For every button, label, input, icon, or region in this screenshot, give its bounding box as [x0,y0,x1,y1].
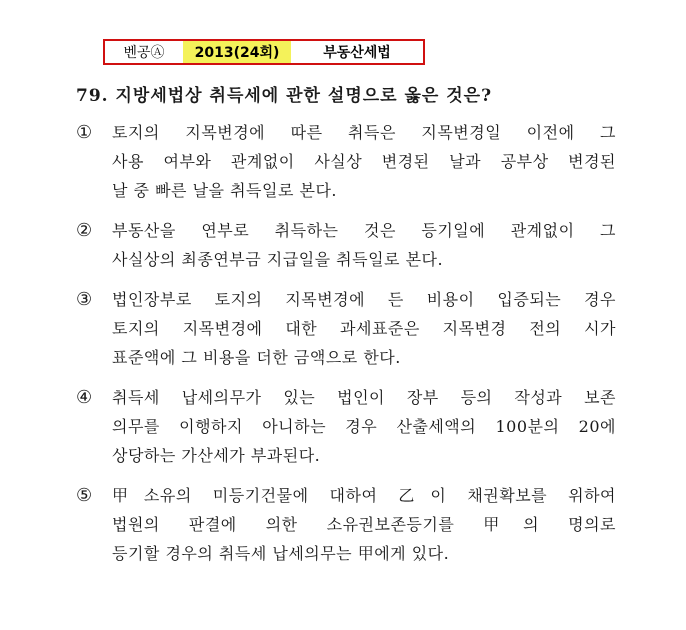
answer-option-4 [76,383,616,470]
answer-option-1 [76,118,616,205]
option-line: 날 중 빠른 날을 취득일로 본다. [112,181,337,200]
option-line: 법인장부로 토지의 지목변경에 든 비용이 입증되는 경우 [112,290,616,309]
option-text [112,118,616,205]
option-line: 사용 여부와 관계없이 사실상 변경된 날과 공부상 변경된 [112,152,616,171]
option-number: ② [76,220,93,241]
header-subject-label: 부동산세법 [291,41,423,63]
header-year-label: 2013(24회) [183,41,291,63]
option-number: ① [76,122,93,143]
option-number: ⑤ [76,485,93,506]
option-number: ③ [76,289,93,310]
option-text [112,216,616,274]
option-line: 부동산을 연부로 취득하는 것은 등기일에 관계없이 그 [112,221,616,240]
answer-option-2 [76,216,616,274]
option-line: 취득세 납세의무가 있는 법인이 장부 등의 작성과 보존 [112,388,616,407]
answer-option-3 [76,285,616,372]
answer-option-5 [76,481,616,568]
option-number: ④ [76,387,93,408]
option-line: 甲소유의 미등기건물에 대하여 乙이 채권확보를 위하여 [112,486,616,505]
option-line: 등기할 경우의 취득세 납세의무는 甲에게 있다. [112,544,450,563]
option-line: 의무를 이행하지 아니하는 경우 산출세액의 100분의 20에 [112,417,616,436]
option-line: 법원의 판결에 의한 소유권보존등기를 甲의 명의로 [112,515,616,534]
option-line: 상당하는 가산세가 부과된다. [112,446,321,465]
question-text: 79. 지방세법상 취득세에 관한 설명으로 옳은 것은? [76,86,493,106]
answer-options [76,118,616,579]
option-line: 토지의 지목변경에 대한 과세표준은 지목변경 전의 시가 [112,319,616,338]
option-line: 사실상의 최종연부금 지급일을 취득일로 본다. [112,250,444,269]
header-source-label: 벤공Ⓐ [105,41,183,63]
option-text [112,383,616,470]
option-line: 토지의 지목변경에 따른 취득은 지목변경일 이전에 그 [112,123,616,142]
option-line: 표준액에 그 비용을 더한 금액으로 한다. [112,348,401,367]
exam-header [103,39,425,65]
option-text [112,481,616,568]
option-text [112,285,616,372]
